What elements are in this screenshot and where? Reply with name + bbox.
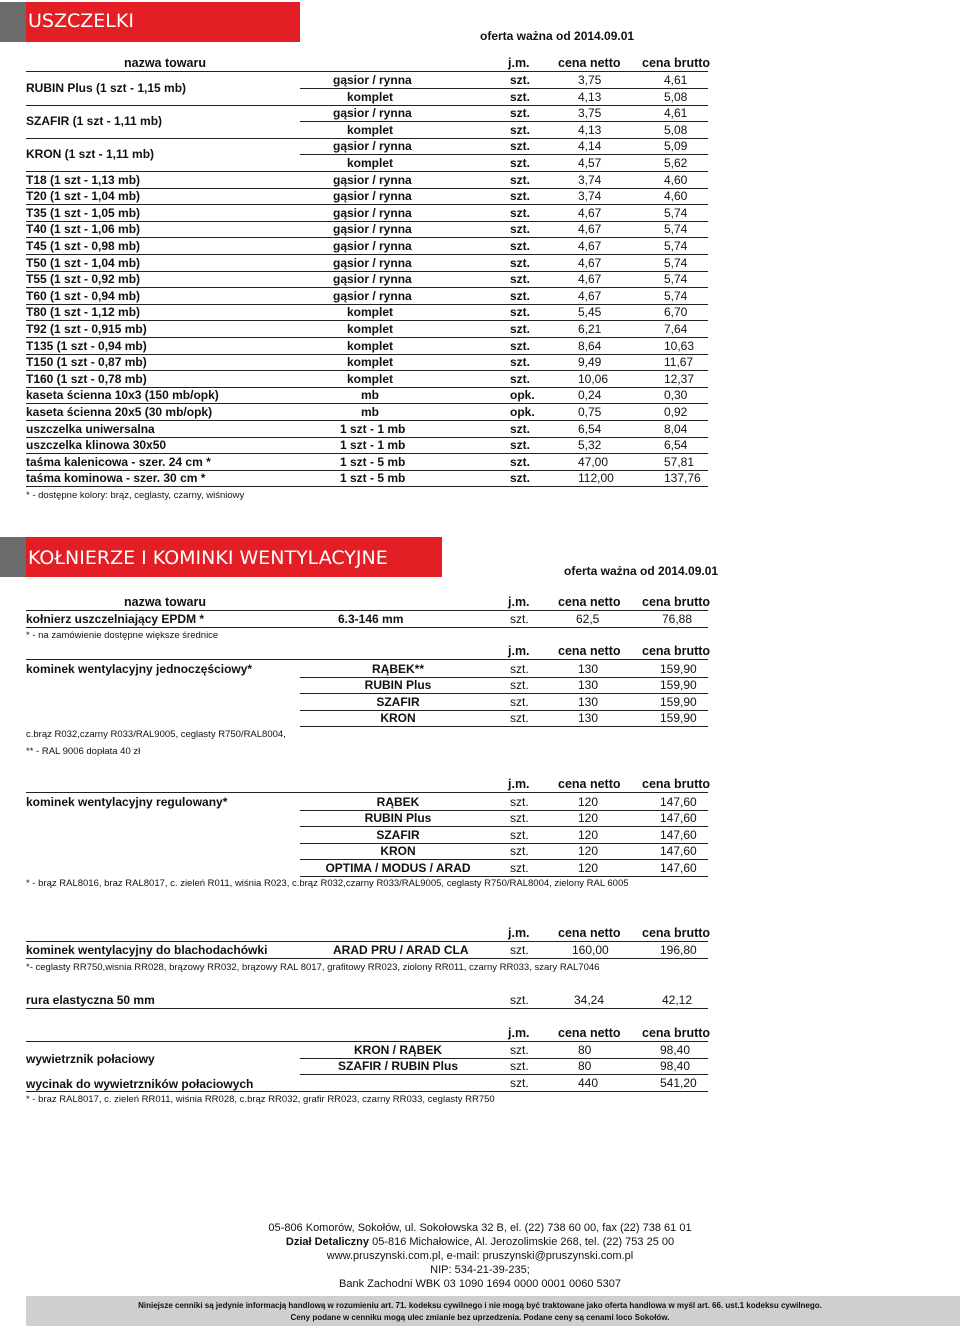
product-name: T60 (1 szt - 0,94 mb) bbox=[26, 288, 141, 303]
section1-title: USZCZELKI bbox=[28, 10, 134, 32]
variant-unit: szt. bbox=[510, 811, 529, 826]
price-gross: 0,92 bbox=[664, 405, 688, 419]
section2-valid-date: oferta ważna od 2014.09.01 bbox=[564, 564, 719, 578]
s2-header-unit: j.m. bbox=[508, 595, 530, 609]
variant-net: 80 bbox=[578, 1043, 592, 1057]
product-name: SZAFIR (1 szt - 1,11 mb) bbox=[26, 114, 163, 129]
section2-banner bbox=[26, 537, 442, 577]
product-variant: 1 szt - 5 mb bbox=[340, 471, 406, 486]
price-gross: 4,61 bbox=[664, 73, 688, 87]
product-unit: szt. bbox=[510, 438, 531, 453]
variant-name: SZAFIR bbox=[376, 694, 420, 709]
price-gross: 5,62 bbox=[664, 156, 688, 170]
product-name: T18 (1 szt - 1,13 mb) bbox=[26, 172, 141, 187]
product-variant: 1 szt - 1 mb bbox=[340, 421, 406, 436]
product-variant: gąsior / rynna bbox=[333, 205, 412, 220]
s1-header-net: cena netto bbox=[558, 56, 621, 70]
product-unit: opk. bbox=[510, 405, 535, 419]
c3-header-unit: j.m. bbox=[508, 926, 530, 940]
variant-gross: 147,60 bbox=[660, 860, 697, 875]
product-unit: szt. bbox=[510, 371, 531, 386]
c2-header-net: cena netto bbox=[558, 777, 621, 791]
product-variant: gąsior / rynna bbox=[333, 239, 412, 253]
variant-unit: szt. bbox=[510, 711, 529, 726]
product-unit: szt. bbox=[510, 172, 531, 187]
variant-unit: szt. bbox=[510, 662, 529, 676]
s2-header-name: nazwa towaru bbox=[124, 595, 206, 609]
product-unit: szt. bbox=[510, 471, 531, 486]
product-name: RUBIN Plus (1 szt - 1,15 mb) bbox=[26, 81, 187, 95]
footer-line4: NIP: 534-21-39-235; bbox=[430, 1264, 530, 1276]
price-gross: 5,09 bbox=[664, 139, 688, 154]
flange-gross: 76,88 bbox=[662, 612, 693, 626]
product-name: T150 (1 szt - 0,87 mb) bbox=[26, 355, 147, 370]
product-unit: szt. bbox=[510, 156, 531, 170]
price-net: 4,13 bbox=[578, 89, 602, 104]
price-gross: 8,04 bbox=[664, 421, 688, 436]
price-gross: 10,63 bbox=[664, 338, 695, 353]
product-name: KRON (1 szt - 1,11 mb) bbox=[26, 147, 155, 162]
pipe-gross: 42,12 bbox=[662, 993, 693, 1007]
variant-name: SZAFIR / RUBIN Plus bbox=[337, 1059, 458, 1074]
variant-unit: szt. bbox=[510, 694, 529, 709]
footer-line2-rest: 05-816 Michałowice, Al. Jerozolimskie 268, tel. (22) 753 25 00 bbox=[369, 1236, 675, 1248]
product-name: T40 (1 szt - 1,06 mb) bbox=[26, 222, 141, 237]
section1-valid-date: oferta ważna od 2014.09.01 bbox=[480, 29, 635, 43]
product-variant: 1 szt - 5 mb bbox=[340, 454, 406, 469]
price-gross: 0,30 bbox=[664, 388, 688, 403]
chimney3-variant: ARAD PRU / ARAD CLA bbox=[333, 943, 469, 957]
footer-disclaimer bbox=[0, 1300, 960, 1324]
product-unit: szt. bbox=[510, 222, 531, 237]
s2-header-gross: cena brutto bbox=[642, 595, 711, 609]
variant-net: 80 bbox=[578, 1059, 592, 1074]
variant-gross: 147,60 bbox=[660, 795, 697, 809]
price-gross: 4,60 bbox=[664, 189, 688, 204]
product-variant: komplet bbox=[347, 122, 394, 137]
variant-gross: 98,40 bbox=[660, 1043, 691, 1057]
price-net: 4,67 bbox=[578, 288, 602, 303]
product-variant: gąsior / rynna bbox=[333, 106, 412, 121]
v-header-gross: cena brutto bbox=[642, 1026, 711, 1040]
flange-note: * - na zamówienie dostępne większe średnice bbox=[26, 630, 219, 641]
final-note: * - braz RAL8017, c. zieleń RR011, wiśnia RR028, c.brąz RR032, grafir RR023, czarny RR033, ceglasty RR750 bbox=[26, 1094, 495, 1105]
c1-header-net: cena netto bbox=[558, 644, 621, 658]
product-name: kaseta ścienna 20x5 (30 mb/opk) bbox=[26, 405, 213, 419]
price-net: 6,54 bbox=[578, 421, 602, 436]
product-variant: mb bbox=[361, 405, 379, 419]
price-net: 6,21 bbox=[578, 322, 602, 336]
price-gross: 5,74 bbox=[664, 272, 688, 287]
product-unit: szt. bbox=[510, 272, 531, 287]
product-variant: mb bbox=[361, 388, 379, 403]
price-net: 0,24 bbox=[578, 388, 602, 403]
price-net: 5,45 bbox=[578, 305, 602, 320]
product-name: T135 (1 szt - 0,94 mb) bbox=[26, 338, 147, 353]
row-line bbox=[26, 486, 708, 487]
c2-header-unit: j.m. bbox=[508, 777, 530, 791]
variant-unit: szt. bbox=[510, 795, 529, 809]
price-gross: 6,54 bbox=[664, 438, 688, 453]
variant-name: RUBIN Plus bbox=[364, 678, 432, 693]
s1-header-unit: j.m. bbox=[508, 56, 530, 70]
product-variant: 1 szt - 1 mb bbox=[340, 438, 406, 453]
price-net: 10,06 bbox=[578, 371, 609, 386]
product-name: uszczelka klinowa 30x50 bbox=[26, 438, 167, 453]
price-net: 3,74 bbox=[578, 172, 602, 187]
price-net: 47,00 bbox=[578, 454, 609, 469]
product-variant: gąsior / rynna bbox=[333, 272, 412, 287]
c2-header-gross: cena brutto bbox=[642, 777, 711, 791]
product-name: T35 (1 szt - 1,05 mb) bbox=[26, 205, 141, 220]
v-header-unit: j.m. bbox=[508, 1026, 530, 1040]
product-unit: szt. bbox=[510, 421, 531, 436]
variant-gross: 159,90 bbox=[660, 678, 697, 693]
chimney3-net: 160,00 bbox=[572, 943, 609, 957]
price-net: 3,75 bbox=[578, 73, 602, 87]
pipe-unit: szt. bbox=[510, 993, 529, 1007]
product-variant: gąsior / rynna bbox=[333, 172, 412, 187]
price-net: 4,13 bbox=[578, 122, 602, 137]
product-unit: opk. bbox=[510, 388, 535, 403]
variant-unit: szt. bbox=[510, 1043, 529, 1057]
chimney3-line bbox=[26, 958, 708, 959]
chimney3-note: *- ceglasty RR750,wisnia RR028, brązowy RR032, brązowy RAL 8017, grafitowy RR023, ziolony RR011, czarny RR033, szary RAL7046 bbox=[26, 962, 600, 973]
variant-unit: szt. bbox=[510, 844, 529, 859]
price-net: 3,74 bbox=[578, 189, 602, 204]
price-gross: 5,74 bbox=[664, 288, 688, 303]
product-unit: szt. bbox=[510, 355, 531, 370]
cutter-line bbox=[26, 1091, 708, 1092]
cutter-unit: szt. bbox=[510, 1076, 529, 1090]
price-gross: 12,37 bbox=[664, 371, 695, 386]
chimney1-name: kominek wentylacyjny jednoczęściowy* bbox=[26, 662, 253, 676]
product-name: taśma kalenicowa - szer. 24 cm * bbox=[26, 454, 211, 469]
price-gross: 5,08 bbox=[664, 122, 688, 137]
product-name: uszczelka uniwersalna bbox=[26, 421, 155, 436]
product-name: taśma kominowa - szer. 30 cm * bbox=[26, 471, 206, 486]
product-name: kaseta ścienna 10x3 (150 mb/opk) bbox=[26, 388, 219, 403]
product-unit: szt. bbox=[510, 205, 531, 220]
variant-net: 120 bbox=[578, 827, 599, 842]
product-name: T45 (1 szt - 0,98 mb) bbox=[26, 239, 141, 253]
variant-gross: 98,40 bbox=[660, 1059, 691, 1074]
price-net: 112,00 bbox=[578, 471, 614, 486]
disclaimer-line1: Niniejsze cenniki są jedynie informacją handlową w rozumieniu art. 71. kodeksu cywilnego i nie mogą być traktowane jako oferta handlowa w myśl art. 66. ust.1 kodeksu cywilnego. bbox=[138, 1301, 822, 1310]
variant-name: KRON bbox=[380, 711, 416, 726]
chimney1-note2: ** - RAL 9006 dopłata 40 zł bbox=[26, 746, 141, 757]
price-net: 4,57 bbox=[578, 156, 602, 170]
variant-name: OPTIMA / MODUS / ARAD bbox=[325, 860, 471, 875]
price-net: 4,67 bbox=[578, 222, 602, 237]
variant-gross: 147,60 bbox=[660, 827, 697, 842]
product-unit: szt. bbox=[510, 338, 531, 353]
s2-header-net: cena netto bbox=[558, 595, 621, 609]
product-variant: komplet bbox=[347, 305, 394, 320]
footer-line2 bbox=[0, 1235, 960, 1249]
product-name: T80 (1 szt - 1,12 mb) bbox=[26, 305, 141, 320]
variant-name: SZAFIR bbox=[376, 827, 420, 842]
variant-unit: szt. bbox=[510, 1059, 529, 1074]
product-name: T55 (1 szt - 0,92 mb) bbox=[26, 272, 141, 287]
flange-variant: 6.3-146 mm bbox=[338, 612, 404, 626]
price-gross: 57,81 bbox=[664, 454, 695, 469]
product-unit: szt. bbox=[510, 255, 531, 270]
price-gross: 6,70 bbox=[664, 305, 688, 320]
variant-unit: szt. bbox=[510, 827, 529, 842]
price-gross: 5,74 bbox=[664, 239, 688, 253]
variant-gross: 159,90 bbox=[660, 694, 697, 709]
product-unit: szt. bbox=[510, 89, 531, 104]
c1-header-unit: j.m. bbox=[508, 644, 530, 658]
price-net: 9,49 bbox=[578, 355, 602, 370]
variant-unit: szt. bbox=[510, 860, 529, 875]
pipe-net: 34,24 bbox=[574, 993, 605, 1007]
product-variant: gąsior / rynna bbox=[333, 189, 412, 204]
variant-gross: 159,90 bbox=[660, 711, 697, 726]
cutter-net: 440 bbox=[578, 1076, 599, 1090]
chimney2-note: * - brąz RAL8016, braz RAL8017, c. zieleń R011, wiśnia R023, c.brąz R032,czarny R033/RAL9005, ceglasty R750/RAL8004, zielony RAL 6005 bbox=[26, 878, 629, 889]
footer-line1: 05-806 Komorów, Sokołów, ul. Sokołowska 32 B, el. (22) 738 60 00, fax (22) 738 61 01 bbox=[268, 1222, 692, 1234]
product-unit: szt. bbox=[510, 288, 531, 303]
cutter-gross: 541,20 bbox=[660, 1076, 697, 1090]
price-gross: 5,74 bbox=[664, 205, 688, 220]
variant-net: 120 bbox=[578, 811, 599, 826]
flange-line bbox=[26, 627, 708, 628]
product-variant: komplet bbox=[347, 89, 394, 104]
section1-banner bbox=[26, 2, 300, 42]
price-net: 5,32 bbox=[578, 438, 602, 453]
product-variant: komplet bbox=[347, 371, 394, 386]
price-gross: 5,74 bbox=[664, 222, 688, 237]
vent-name: wywietrznik połaciowy bbox=[26, 1052, 155, 1066]
price-gross: 4,60 bbox=[664, 172, 688, 187]
chimney3-gross: 196,80 bbox=[660, 943, 697, 957]
flange-net: 62,5 bbox=[576, 612, 600, 626]
variant-gross: 147,60 bbox=[660, 844, 697, 859]
chimney1-note1: c.brąz R032,czarny R033/RAL9005, ceglasty R750/RAL8004, bbox=[26, 729, 286, 740]
variant-net: 130 bbox=[578, 694, 599, 709]
flange-name: kołnierz uszczelniający EPDM * bbox=[26, 612, 205, 626]
variant-gross: 159,90 bbox=[660, 662, 697, 676]
price-net: 4,67 bbox=[578, 239, 602, 253]
variant-net: 130 bbox=[578, 678, 599, 693]
variant-net: 120 bbox=[578, 795, 599, 809]
footer-line3: www.pruszynski.com.pl, e-mail: pruszynski@pruszynski.com.pl bbox=[326, 1250, 634, 1262]
c2-header-line bbox=[26, 792, 708, 793]
price-gross: 11,67 bbox=[664, 355, 694, 370]
price-gross: 5,74 bbox=[664, 255, 688, 270]
footer-address bbox=[0, 1221, 960, 1291]
price-gross: 137,76 bbox=[664, 471, 701, 486]
product-unit: szt. bbox=[510, 322, 531, 336]
product-variant: komplet bbox=[347, 355, 394, 370]
variant-net: 120 bbox=[578, 860, 599, 875]
flange-unit: szt. bbox=[510, 612, 529, 626]
product-variant: gąsior / rynna bbox=[333, 73, 412, 87]
variant-net: 120 bbox=[578, 844, 599, 859]
pipe-name: rura elastyczna 50 mm bbox=[26, 993, 155, 1007]
product-unit: szt. bbox=[510, 106, 531, 121]
product-variant: gąsior / rynna bbox=[333, 255, 412, 270]
product-unit: szt. bbox=[510, 305, 531, 320]
pipe-line bbox=[26, 1008, 708, 1009]
footer-line2-bold: Dział Detaliczny bbox=[285, 1236, 370, 1248]
price-net: 4,67 bbox=[578, 205, 602, 220]
variant-line bbox=[300, 726, 708, 727]
product-variant: komplet bbox=[347, 156, 394, 170]
variant-net: 130 bbox=[578, 711, 599, 726]
product-name: T20 (1 szt - 1,04 mb) bbox=[26, 189, 141, 204]
footer-line5: Bank Zachodni WBK 03 1090 1694 0000 0001 0060 5307 bbox=[339, 1278, 621, 1290]
product-name: T160 (1 szt - 0,78 mb) bbox=[26, 371, 147, 386]
section2-title: KOŁNIERZE I KOMINKI WENTYLACYJNE bbox=[28, 547, 388, 569]
product-unit: szt. bbox=[510, 189, 531, 204]
chimney3-unit: szt. bbox=[510, 943, 529, 957]
disclaimer-line2: Ceny podane w cenniku mogą ulec zmianie bez uprzedzenia. Podane ceny są cenami loco Sokołów. bbox=[290, 1313, 670, 1322]
product-unit: szt. bbox=[510, 239, 531, 253]
product-variant: komplet bbox=[347, 338, 394, 353]
price-net: 4,67 bbox=[578, 272, 602, 287]
price-net: 3,75 bbox=[578, 106, 602, 121]
c1-header-line bbox=[26, 659, 708, 660]
product-unit: szt. bbox=[510, 454, 531, 469]
variant-unit: szt. bbox=[510, 678, 529, 693]
variant-name: RĄBEK bbox=[376, 795, 420, 809]
price-gross: 4,61 bbox=[664, 106, 688, 121]
v-header-line bbox=[26, 1041, 708, 1042]
variant-net: 130 bbox=[578, 662, 599, 676]
variant-gross: 147,60 bbox=[660, 811, 697, 826]
variant-name: RUBIN Plus bbox=[364, 811, 432, 826]
price-net: 8,64 bbox=[578, 338, 602, 353]
chimney2-name: kominek wentylacyjny regulowany* bbox=[26, 795, 228, 809]
product-unit: szt. bbox=[510, 139, 531, 154]
v-header-net: cena netto bbox=[558, 1026, 621, 1040]
c3-header-line bbox=[26, 941, 708, 942]
product-name: T92 (1 szt - 0,915 mb) bbox=[26, 322, 147, 336]
price-net: 4,14 bbox=[578, 139, 602, 154]
product-variant: gąsior / rynna bbox=[333, 139, 412, 154]
c3-header-gross: cena brutto bbox=[642, 926, 711, 940]
s1-header-line bbox=[26, 71, 708, 72]
s2-header-line bbox=[26, 610, 708, 611]
variant-name: RĄBEK** bbox=[371, 662, 424, 676]
variant-name: KRON bbox=[380, 844, 416, 859]
cutter-name: wycinak do wywietrzników połaciowych bbox=[26, 1077, 254, 1091]
price-gross: 7,64 bbox=[664, 322, 688, 336]
product-unit: szt. bbox=[510, 73, 531, 87]
variant-name: KRON / RĄBEK bbox=[353, 1043, 442, 1057]
product-variant: komplet bbox=[347, 322, 394, 336]
price-net: 0,75 bbox=[578, 405, 602, 419]
chimney3-name: kominek wentylacyjny do blachodachówki bbox=[26, 943, 268, 957]
s1-header-name: nazwa towaru bbox=[124, 56, 206, 70]
price-gross: 5,08 bbox=[664, 89, 688, 104]
s1-header-gross: cena brutto bbox=[642, 56, 711, 70]
c3-header-net: cena netto bbox=[558, 926, 621, 940]
variant-line bbox=[300, 876, 708, 877]
s1-note: * - dostępne kolory: brąz, ceglasty, czarny, wiśniowy bbox=[26, 490, 245, 501]
product-variant: gąsior / rynna bbox=[333, 288, 412, 303]
variant-line bbox=[300, 1074, 708, 1075]
product-name: T50 (1 szt - 1,04 mb) bbox=[26, 255, 141, 270]
c1-header-gross: cena brutto bbox=[642, 644, 711, 658]
product-unit: szt. bbox=[510, 122, 531, 137]
product-variant: gąsior / rynna bbox=[333, 222, 412, 237]
price-net: 4,67 bbox=[578, 255, 602, 270]
section2-banner-bar bbox=[0, 537, 26, 577]
section1-banner-bar bbox=[0, 2, 26, 42]
